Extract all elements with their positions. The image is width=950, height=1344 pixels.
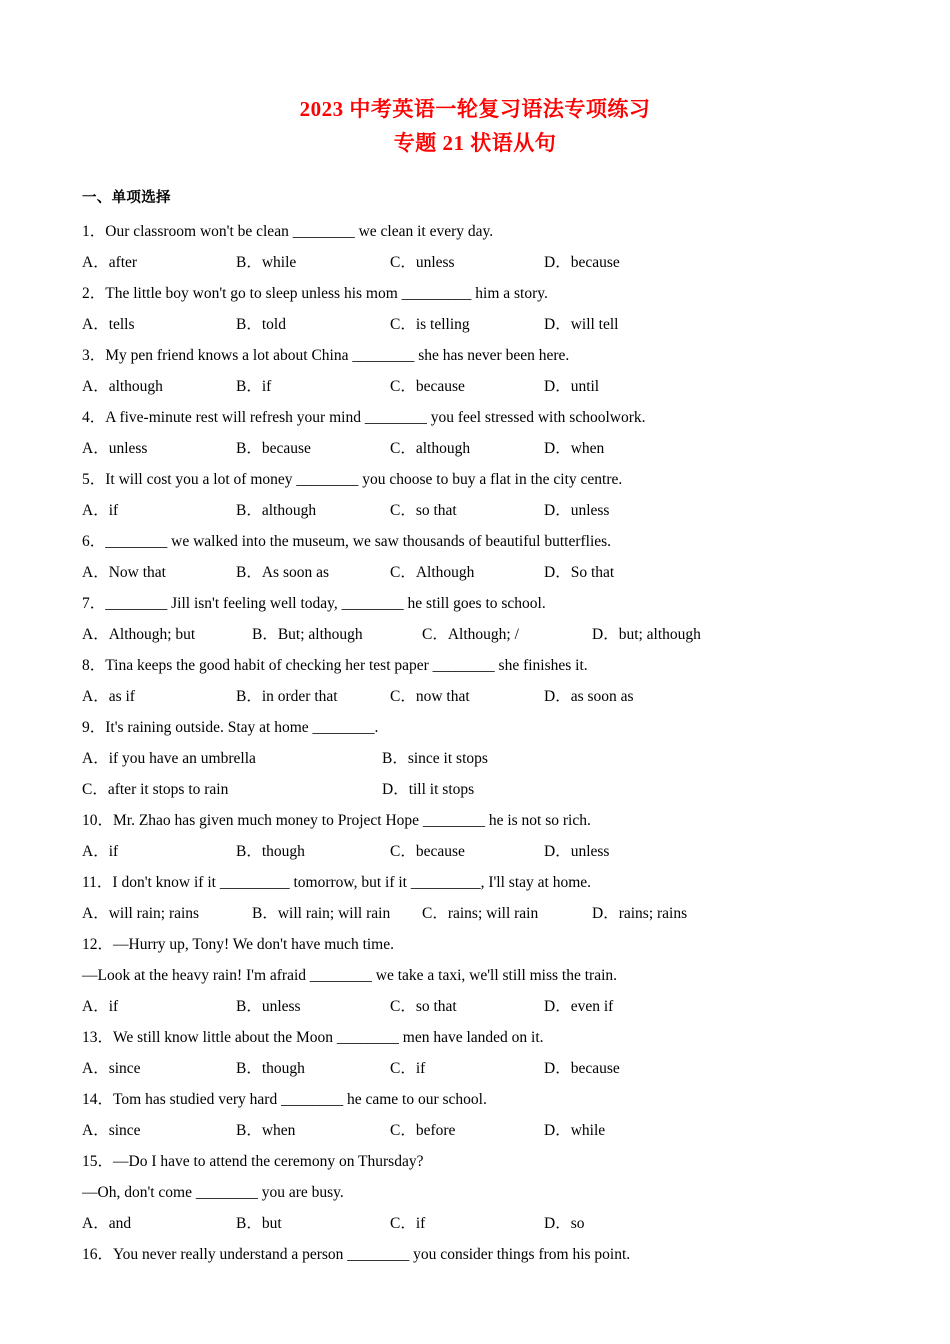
question-stem: 4．A five-minute rest will refresh your mind ________ you feel stressed with schoolwork. bbox=[82, 409, 646, 426]
question-options bbox=[82, 309, 868, 340]
option-a[interactable]: A．will rain; rains bbox=[82, 905, 200, 922]
option-b[interactable]: B．But; although bbox=[252, 626, 363, 643]
question-stem: 2．The little boy won't go to sleep unless his mom _________ him a story. bbox=[82, 285, 548, 302]
option-c[interactable]: C．if bbox=[390, 1215, 426, 1232]
question-stem: 15．—Do I have to attend the ceremony on Thursday? bbox=[82, 1153, 424, 1170]
option-d[interactable]: D．until bbox=[544, 378, 600, 395]
option-d[interactable]: D．because bbox=[544, 1060, 620, 1077]
option-d[interactable]: D．even if bbox=[544, 998, 614, 1015]
option-d[interactable]: D．unless bbox=[544, 843, 610, 860]
option-d[interactable]: D．when bbox=[544, 440, 605, 457]
question-item bbox=[82, 1084, 868, 1146]
option-c[interactable]: C．before bbox=[390, 1122, 456, 1139]
option-a[interactable]: A．after bbox=[82, 254, 138, 271]
option-a[interactable]: A．although bbox=[82, 378, 163, 395]
question-item bbox=[82, 588, 868, 650]
question-stem: 13．We still know little about the Moon ________ men have landed on it. bbox=[82, 1029, 544, 1046]
option-b[interactable]: B．though bbox=[236, 843, 305, 860]
option-d[interactable]: D．while bbox=[544, 1122, 606, 1139]
option-b[interactable]: B．because bbox=[236, 440, 311, 457]
option-c[interactable]: C．unless bbox=[390, 254, 455, 271]
option-a[interactable]: A．and bbox=[82, 1215, 132, 1232]
question-item bbox=[82, 340, 868, 402]
option-b[interactable]: B．although bbox=[236, 502, 317, 519]
question-options bbox=[82, 1053, 868, 1084]
question-options bbox=[82, 836, 868, 867]
title-line-1: 2023 中考英语一轮复习语法专项练习 bbox=[299, 97, 651, 121]
question-item bbox=[82, 929, 868, 1022]
question-list bbox=[82, 216, 868, 1270]
option-b[interactable]: B．if bbox=[236, 378, 272, 395]
option-b[interactable]: B．though bbox=[236, 1060, 305, 1077]
question-stem: 10．Mr. Zhao has given much money to Project Hope ________ he is not so rich. bbox=[82, 812, 591, 829]
question-item bbox=[82, 867, 868, 929]
question-stem: 3．My pen friend knows a lot about China ________ she has never been here. bbox=[82, 347, 570, 364]
option-d[interactable]: D．because bbox=[544, 254, 620, 271]
option-a[interactable]: A．tells bbox=[82, 316, 135, 333]
question-stem-line2: —Oh, don't come ________ you are busy. bbox=[82, 1184, 344, 1201]
option-d[interactable]: D．will tell bbox=[544, 316, 619, 333]
option-c[interactable]: C．if bbox=[390, 1060, 426, 1077]
question-stem-line2: —Look at the heavy rain! I'm afraid ________ we take a taxi, we'll still miss the train. bbox=[82, 967, 618, 984]
option-b[interactable]: B．since it stops bbox=[382, 750, 488, 767]
question-options bbox=[82, 743, 868, 774]
question-stem: 16．You never really understand a person ________ you consider things from his point. bbox=[82, 1246, 631, 1263]
question-item bbox=[82, 464, 868, 526]
option-a[interactable]: A．Now that bbox=[82, 564, 166, 581]
question-stem: 1．Our classroom won't be clean ________ we clean it every day. bbox=[82, 223, 494, 240]
option-c[interactable]: C．Although; / bbox=[422, 626, 519, 643]
option-c[interactable]: C．because bbox=[390, 843, 465, 860]
question-stem: 8．Tina keeps the good habit of checking her test paper ________ she finishes it. bbox=[82, 657, 588, 674]
question-item bbox=[82, 1022, 868, 1084]
question-options bbox=[82, 898, 868, 929]
question-stem: 9．It's raining outside. Stay at home ________. bbox=[82, 719, 379, 736]
option-c[interactable]: C．so that bbox=[390, 502, 457, 519]
option-c[interactable]: C．after it stops to rain bbox=[82, 781, 229, 798]
option-a[interactable]: A．as if bbox=[82, 688, 135, 705]
question-item bbox=[82, 650, 868, 712]
option-c[interactable]: C．because bbox=[390, 378, 465, 395]
question-stem: 7．________ Jill isn't feeling well today, ________ he still goes to school. bbox=[82, 595, 546, 612]
question-options bbox=[82, 1115, 868, 1146]
option-d[interactable]: D．so bbox=[544, 1215, 585, 1232]
question-options bbox=[82, 991, 868, 1022]
option-b[interactable]: B．will rain; will rain bbox=[252, 905, 391, 922]
question-options bbox=[82, 433, 868, 464]
question-item bbox=[82, 278, 868, 340]
option-d[interactable]: D．unless bbox=[544, 502, 610, 519]
option-a[interactable]: A．if bbox=[82, 502, 119, 519]
option-a[interactable]: A．since bbox=[82, 1060, 141, 1077]
option-c[interactable]: C．rains; will rain bbox=[422, 905, 539, 922]
option-c[interactable]: C．now that bbox=[390, 688, 470, 705]
question-options bbox=[82, 1208, 868, 1239]
question-stem: 6．________ we walked into the museum, we saw thousands of beautiful butterflies. bbox=[82, 533, 612, 550]
question-options bbox=[82, 371, 868, 402]
option-d[interactable]: D．as soon as bbox=[544, 688, 634, 705]
option-a[interactable]: A．since bbox=[82, 1122, 141, 1139]
option-a[interactable]: A．unless bbox=[82, 440, 148, 457]
question-options bbox=[82, 681, 868, 712]
question-item bbox=[82, 1146, 868, 1239]
option-b[interactable]: B．unless bbox=[236, 998, 301, 1015]
option-d[interactable]: D．but; although bbox=[592, 626, 701, 643]
option-a[interactable]: A．Although; but bbox=[82, 626, 196, 643]
question-stem: 5．It will cost you a lot of money ________ you choose to buy a flat in the city centre. bbox=[82, 471, 623, 488]
option-a[interactable]: A．if you have an umbrella bbox=[82, 750, 256, 767]
option-b[interactable]: B．told bbox=[236, 316, 286, 333]
option-c[interactable]: C．although bbox=[390, 440, 471, 457]
option-b[interactable]: B．but bbox=[236, 1215, 282, 1232]
question-item bbox=[82, 402, 868, 464]
option-d[interactable]: D．rains; rains bbox=[592, 905, 688, 922]
question-stem: 12．—Hurry up, Tony! We don't have much time. bbox=[82, 936, 394, 953]
option-c[interactable]: C．so that bbox=[390, 998, 457, 1015]
option-b[interactable]: B．As soon as bbox=[236, 564, 330, 581]
question-options-row2 bbox=[82, 774, 868, 805]
document-title bbox=[82, 92, 868, 160]
section-heading-multiple-choice: 一、单项选择 bbox=[82, 190, 171, 206]
option-b[interactable]: B．when bbox=[236, 1122, 296, 1139]
option-a[interactable]: A．if bbox=[82, 998, 119, 1015]
option-c[interactable]: C．Although bbox=[390, 564, 475, 581]
option-c[interactable]: C．is telling bbox=[390, 316, 470, 333]
question-item bbox=[82, 1239, 868, 1270]
option-d[interactable]: D．So that bbox=[544, 564, 615, 581]
option-d[interactable]: D．till it stops bbox=[382, 781, 475, 798]
question-item bbox=[82, 526, 868, 588]
question-item bbox=[82, 712, 868, 805]
option-a[interactable]: A．if bbox=[82, 843, 119, 860]
question-stem: 14．Tom has studied very hard ________ he came to our school. bbox=[82, 1091, 487, 1108]
question-stem: 11．I don't know if it _________ tomorrow, but if it _________, I'll stay at home. bbox=[82, 874, 592, 891]
title-line-2: 专题 21 状语从句 bbox=[393, 131, 557, 155]
option-b[interactable]: B．while bbox=[236, 254, 297, 271]
question-options bbox=[82, 619, 868, 650]
question-options bbox=[82, 495, 868, 526]
question-options bbox=[82, 247, 868, 278]
option-b[interactable]: B．in order that bbox=[236, 688, 338, 705]
question-item bbox=[82, 216, 868, 278]
question-options bbox=[82, 557, 868, 588]
question-item bbox=[82, 805, 868, 867]
